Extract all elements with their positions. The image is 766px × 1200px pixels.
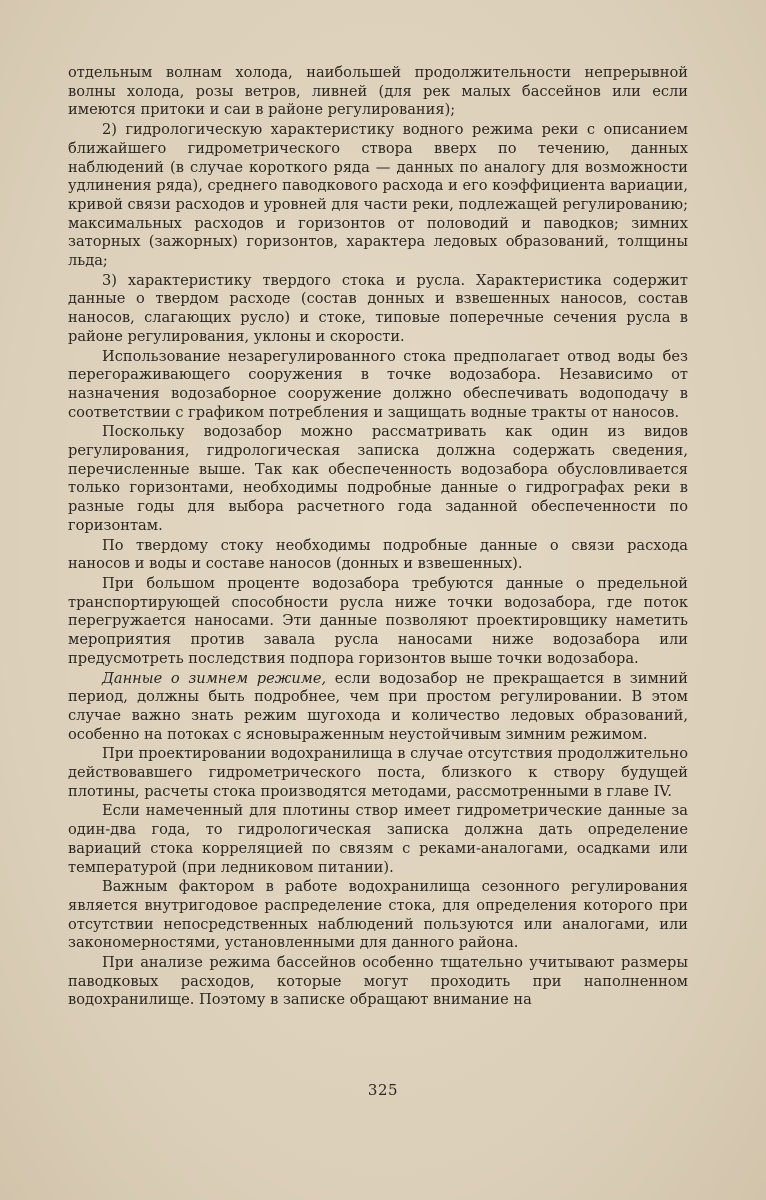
paragraph-1: отдельным волнам холода, наибольшей продолжительности непрерывной волны холода, розы ветров, ливней (для рек малых бассейнов или если имеются притоки и саи в районе регулирования); [68, 64, 688, 119]
paragraph-11: Важным фактором в работе водохранилища сезонного регулирования является внутригодовое распределение стока, для определения которого при отсутствии непосредственных наблюдений пользуются или аналогами, или закономерностями, установленными для данного района. [68, 878, 688, 952]
paragraph-10: Если намеченный для плотины створ имеет гидрометрические данные за один-два года, то гидрологическая записка должна дать определение вариаций стока корреляцией по связям с реками-аналогами, осадками или температурой (при ледниковом питании). [68, 802, 688, 876]
page-number: 325 [367, 1081, 399, 1099]
winter-regime-lead: Данные о зимнем режиме, [102, 669, 327, 687]
paragraph-12: При анализе режима бассейнов особенно тщательно учитывают размеры паводковых расходов, которые могут проходить при наполненном водохранилище. Поэтому в записке обращают внимание на [68, 954, 688, 1009]
paragraph-4: Использование незарегулированного стока предполагает отвод воды без перегораживающего сооружения в точке водозабора. Независимо от назначения водозаборное сооружение должно обеспечивать водоподачу в соответствии с графиком потребления и защищать водные тракты от наносов. [68, 347, 688, 421]
paragraph-6: По твердому стоку необходимы подробные данные о связи расхода наносов и воды и составе наносов (донных и взвешенных). [68, 536, 688, 573]
body-text [68, 64, 688, 1010]
paragraph-3: 3) характеристику твердого стока и русла. Характеристика содержит данные о твердом расходе (состав донных и взвешенных наносов, состав наносов, слагающих русло) и стоке, типовые поперечные сечения русла в районе регулирования, уклоны и скорости. [68, 271, 688, 345]
paragraph-8 [68, 670, 688, 745]
paragraph-8-body: если водозабор не прекращается в зимний период, должны быть подробнее, чем при простом регулировании. В этом случае важно знать режим шугохода и количество ледовых образований, особенно на потоках с ясновыраженным неустойчивым зимним режимом. [68, 669, 688, 743]
paragraph-9: При проектировании водохранилища в случае отсутствия продолжительно действовавшего гидрометрического поста, близкого к створу будущей плотины, расчеты стока производятся методами, рассмотренными в главе IV. [68, 745, 688, 800]
paragraph-5: Поскольку водозабор можно рассматривать как один из видов регулирования, гидрологическая записка должна содержать сведения, перечисленные выше. Так как обеспеченность водозабора обусловливается только горизонтами, необходимы подробные данные о гидрографах реки в разные годы для выбора расчетного года заданной обеспеченности по горизонтам. [68, 423, 688, 534]
paragraph-7: При большом проценте водозабора требуются данные о предельной транспортирующей способности русла ниже точки водозабора, где поток перегружается наносами. Эти данные позволяют проектировщику наметить мероприятия против завала русла наносами ниже водозабора или предусмотреть последствия подпора горизонтов выше точки водозабора. [68, 574, 688, 667]
paragraph-2: 2) гидрологическую характеристику водного режима реки с описанием ближайшего гидрометрического створа вверх по течению, данных наблюдений (в случае короткого ряда — данных по аналогу для возможности удлинения ряда), среднего паводкового расхода и его коэффициента вариации, кривой связи расходов и уровней для части реки, подлежащей регулированию; максимальных расходов и горизонтов от половодий и паводков; зимних заторных (зажорных) горизонтов, характера ледовых образований, толщины льда; [68, 121, 688, 270]
